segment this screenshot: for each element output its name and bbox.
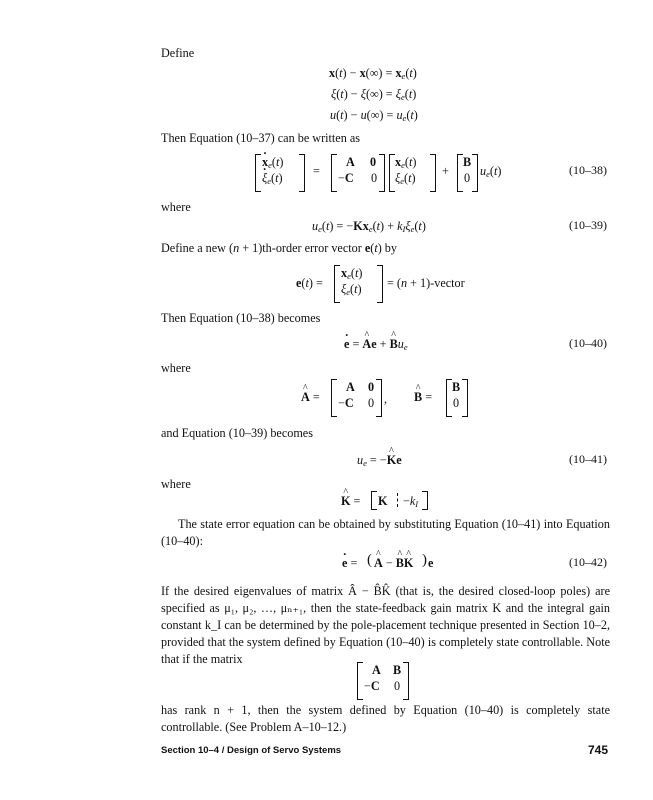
paragraph-rank: has rank n + 1, then the system defined by Equation (10–40) is completely state controllable. (See Problem A–10–12.) <box>161 703 610 734</box>
eq-number-10-42: (10–42) <box>569 555 607 569</box>
def-eq-xi: $\xi(t) - \xi(\infty) = \xi_e(t)$ <box>331 87 417 102</box>
where-text-2: where <box>161 361 191 375</box>
define-new-text: Define a new (n + 1)th-order error vector e(t) by <box>161 241 397 255</box>
paragraph-state-error: The state error equation can be obtained by substituting Equation (10–41) into Equation (10–40): <box>161 517 610 548</box>
footer-section: Section 10–4 / Design of Servo Systems <box>161 745 342 756</box>
then-text-2: Then Equation (10–38) becomes <box>161 311 321 325</box>
where-text-3: where <box>161 477 191 491</box>
eq-number-10-39: (10–39) <box>569 218 607 232</box>
eq-number-10-41: (10–41) <box>569 452 607 466</box>
define-text: Define <box>161 46 195 60</box>
where-text-1: where <box>161 200 191 214</box>
paragraph-eigenvalues: If the desired eigenvalues of matrix Â − B̂K̂ (that is, the desired closed-loop poles) are specified as μ₁, μ₂, …, μₙ₊₁, then the state-feedback gain matrix K and the integral gain constant k_I can be determined by the pole-placement technique presented in Section 10–2, provided that the system defined by Equation (10–40) is completely state controllable. Note that if the matrix <box>161 584 610 666</box>
equation-10-41: $u_e$ = −^ Ke <box>357 453 402 469</box>
eq-number-10-40: (10–40) <box>569 336 607 350</box>
page-number: 745 <box>588 743 609 757</box>
eq-number-10-38: (10–38) <box>569 163 607 177</box>
and-eq-text: and Equation (10–39) becomes <box>161 426 313 440</box>
equation-10-40: · e = ^ Ae + ^ $Bu_e$ <box>344 337 408 353</box>
then-text-1: Then Equation (10–37) can be written as <box>161 131 360 145</box>
equation-10-39: $u_e(t) = -Kx_e(t) + k_I\xi_e(t)$ <box>312 219 426 234</box>
def-eq-x: $x(t) - x(\infty) = x_e(t)$ <box>329 66 417 81</box>
def-eq-u: $u(t) - u(\infty) = u_e(t)$ <box>330 108 418 123</box>
